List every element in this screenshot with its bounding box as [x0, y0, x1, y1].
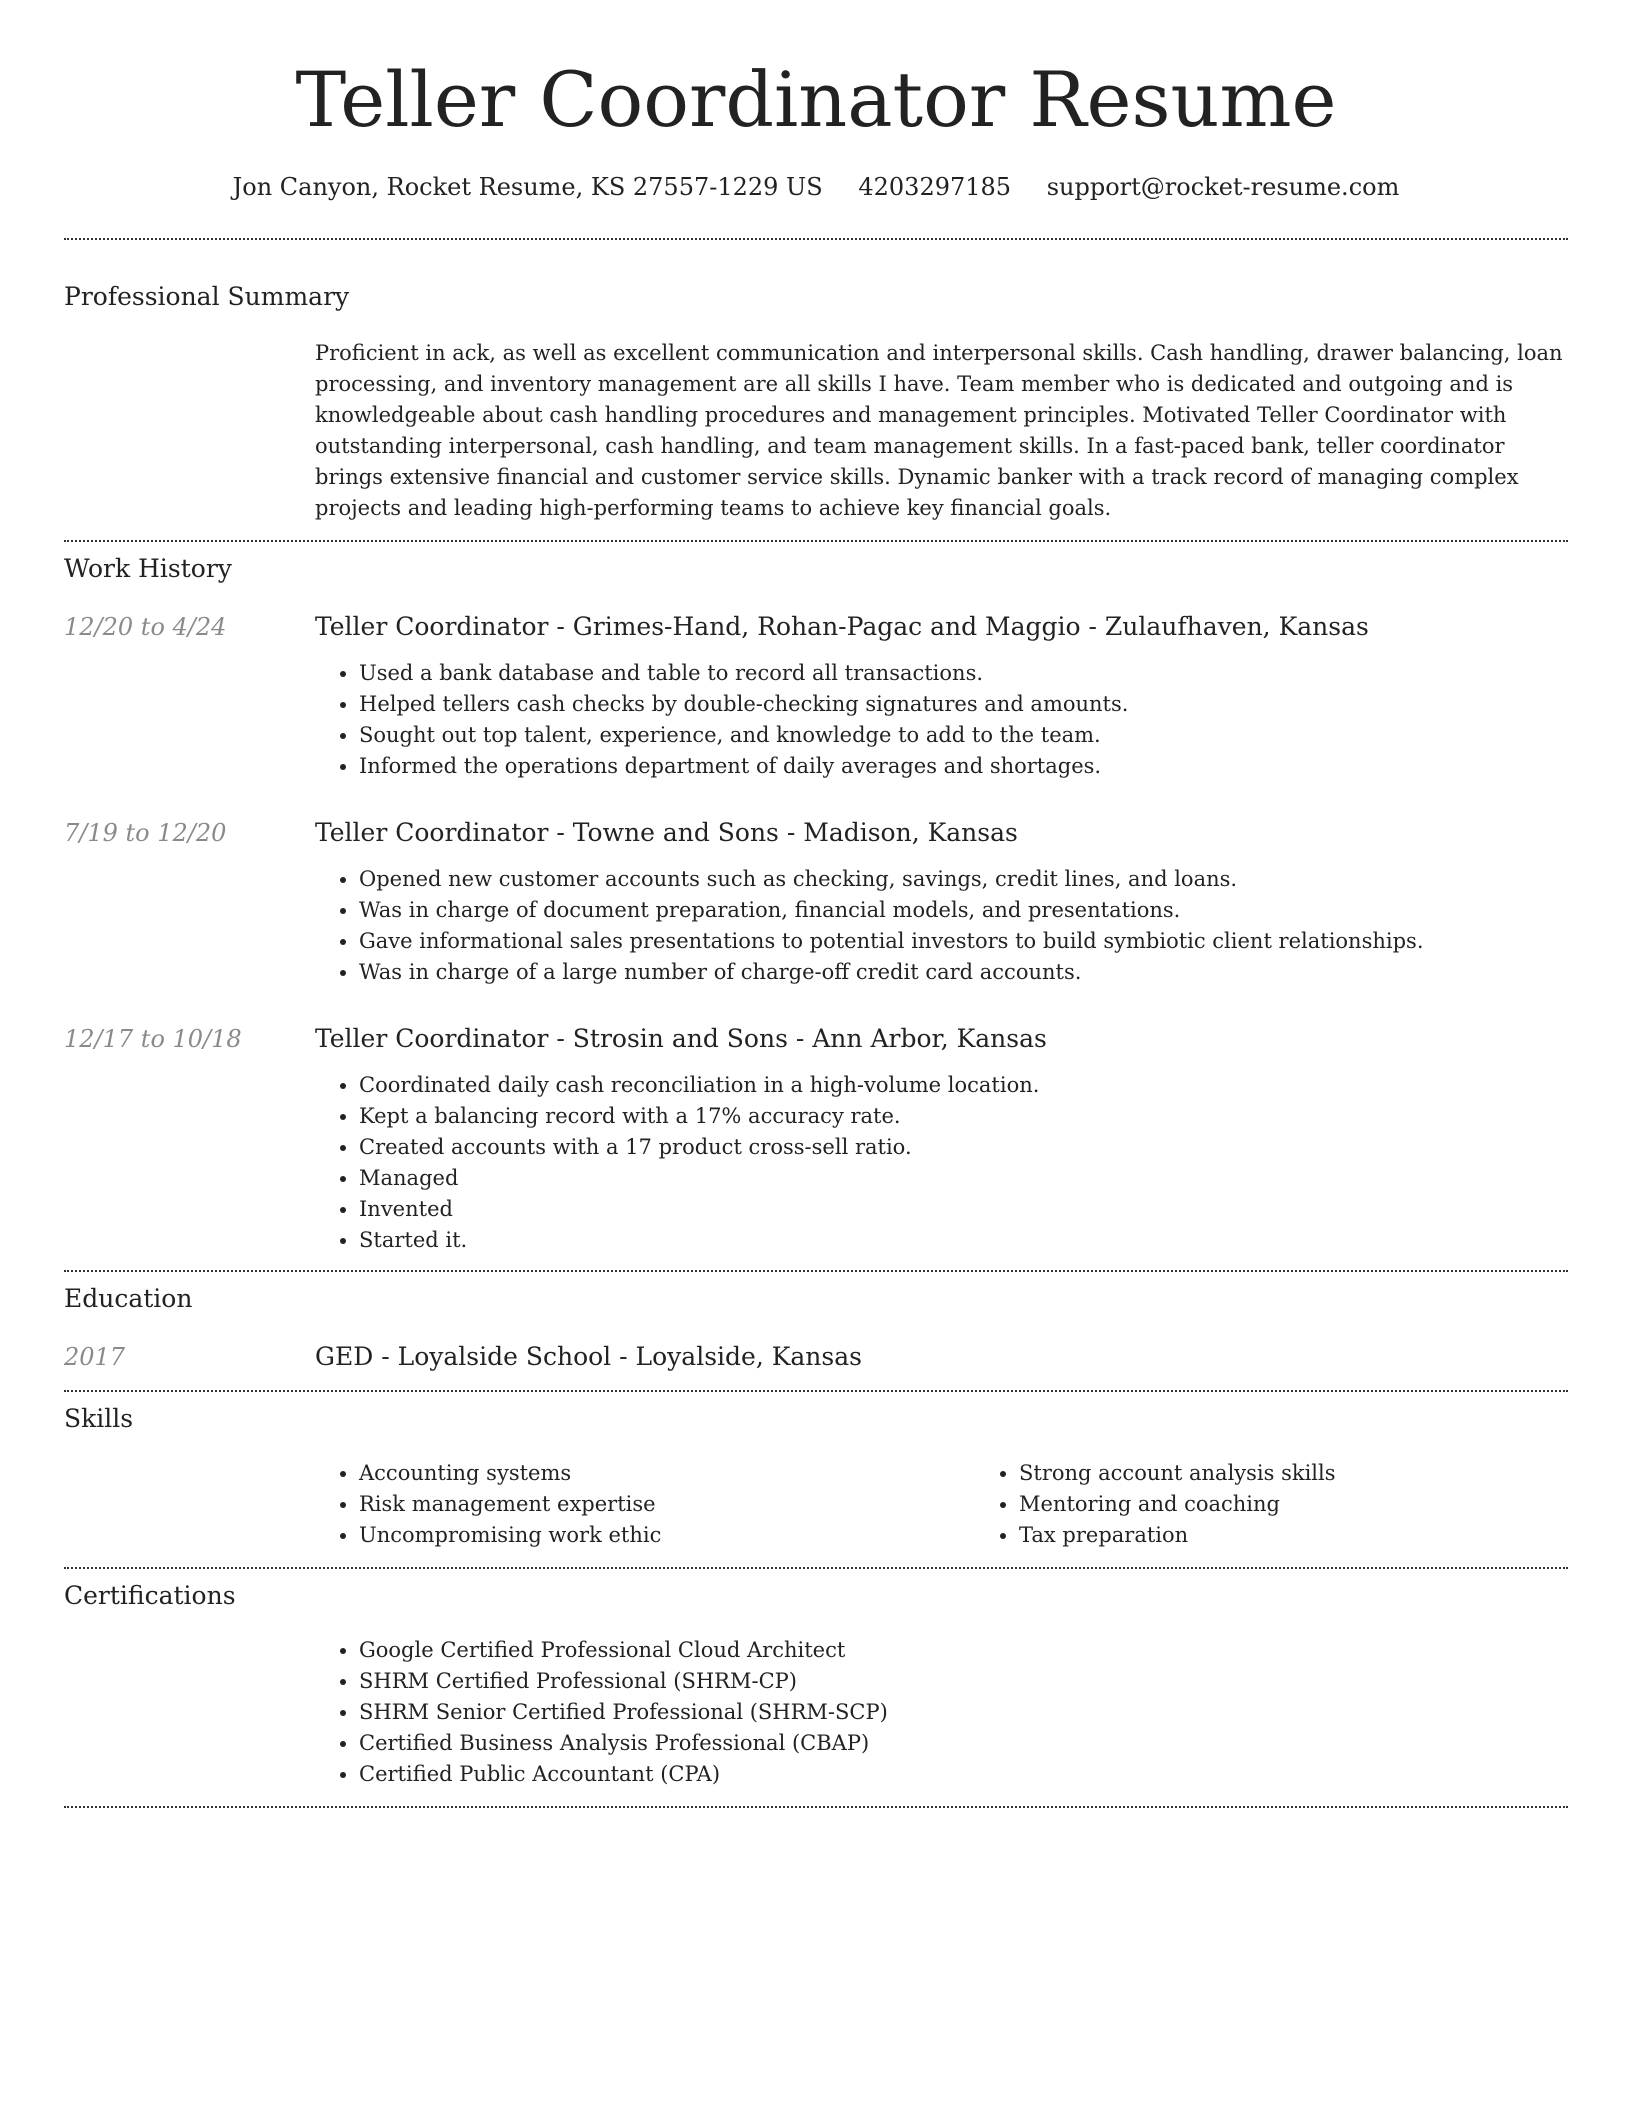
education-title: GED - Loyalside School - Loyalside, Kansas	[315, 1342, 862, 1371]
date-column-spacer	[64, 1458, 315, 1551]
list-item: • Started it.	[359, 1225, 1568, 1256]
job-title: Teller Coordinator - Strosin and Sons - Ann Arbor, Kansas	[315, 1024, 1047, 1053]
skills-grid	[315, 1458, 1632, 1551]
list-item: • SHRM Certified Professional (SHRM-CP)	[359, 1666, 1568, 1697]
skills-list-left	[315, 1458, 975, 1551]
certifications-list	[315, 1635, 1568, 1790]
list-item: • Helped tellers cash checks by double-checking signatures and amounts.	[359, 689, 1568, 720]
list-item: • Coordinated daily cash reconciliation in a high-volume location.	[359, 1070, 1568, 1101]
education-entry	[64, 1340, 1568, 1374]
date-column-spacer	[64, 1635, 315, 1790]
job-title: Teller Coordinator - Towne and Sons - Madison, Kansas	[315, 818, 1018, 847]
contact-address: Jon Canyon, Rocket Resume, KS 27557-1229 US	[232, 173, 823, 201]
education-section	[64, 1272, 1568, 1390]
list-item: • Was in charge of a large number of charge-off credit card accounts.	[359, 957, 1568, 988]
list-item: • Informed the operations department of daily averages and shortages.	[359, 751, 1568, 782]
section-heading-certifications: Certifications	[64, 1581, 236, 1610]
summary-section	[64, 240, 1568, 540]
job-entry	[64, 816, 1568, 988]
list-item: • Created accounts with a 17 product cross-sell ratio.	[359, 1132, 1568, 1163]
contact-line	[64, 170, 1568, 204]
list-item: • Used a bank database and table to record all transactions.	[359, 658, 1568, 689]
job-bullets	[315, 1070, 1568, 1256]
list-item: • Was in charge of document preparation, financial models, and presentations.	[359, 895, 1568, 926]
list-item: • Mentoring and coaching	[1019, 1489, 1632, 1520]
job-title: Teller Coordinator - Grimes-Hand, Rohan-Pagac and Maggio - Zulaufhaven, Kansas	[315, 612, 1369, 641]
list-item: • Tax preparation	[1019, 1520, 1632, 1551]
skills-list-right	[975, 1458, 1632, 1551]
education-year: 2017	[64, 1343, 126, 1371]
list-item: • Google Certified Professional Cloud Architect	[359, 1635, 1568, 1666]
list-item: • Strong account analysis skills	[1019, 1458, 1632, 1489]
list-item: • Uncompromising work ethic	[359, 1520, 975, 1551]
job-dates: 12/20 to 4/24	[64, 613, 227, 641]
list-item: • Invented	[359, 1194, 1568, 1225]
job-dates: 12/17 to 10/18	[64, 1025, 242, 1053]
work-history-section	[64, 542, 1568, 1270]
list-item: • Accounting systems	[359, 1458, 975, 1489]
section-heading-education: Education	[64, 1284, 193, 1313]
list-item: • Risk management expertise	[359, 1489, 975, 1520]
job-entry	[64, 1022, 1568, 1256]
list-item: • Opened new customer accounts such as checking, savings, credit lines, and loans.	[359, 864, 1568, 895]
page-title: Teller Coordinator Resume	[295, 55, 1337, 144]
job-dates: 7/19 to 12/20	[64, 819, 227, 847]
skills-section	[64, 1392, 1568, 1567]
list-item: • Kept a balancing record with a 17% accuracy rate.	[359, 1101, 1568, 1132]
contact-phone: 4203297185	[858, 173, 1012, 201]
date-column-spacer	[64, 338, 315, 524]
section-heading-skills: Skills	[64, 1404, 134, 1433]
contact-email: support@rocket-resume.com	[1046, 173, 1400, 201]
list-item: • Certified Business Analysis Professional (CBAP)	[359, 1728, 1568, 1759]
divider	[64, 1806, 1568, 1808]
list-item: • Sought out top talent, experience, and knowledge to add to the team.	[359, 720, 1568, 751]
job-bullets	[315, 658, 1568, 782]
resume-page	[64, 0, 1568, 1808]
summary-text: Proficient in ack, as well as excellent communication and interpersonal skills. Cash handling, drawer balancing, loan processing, and inventory management are all skills I have. Team member who is dedicated and outgoing and is knowledgeable about cash handling procedures and management principles. Motivated Teller Coordinator with outstanding interpersonal, cash handling, and team management skills. In a fast-paced bank, teller coordinator brings extensive financial and customer service skills. Dynamic banker with a track record of managing complex projects and leading high-performing teams to achieve key financial goals.	[315, 341, 1563, 520]
section-heading-summary: Professional Summary	[64, 282, 350, 311]
job-entry	[64, 610, 1568, 782]
certifications-section	[64, 1569, 1568, 1806]
list-item: • Gave informational sales presentations to potential investors to build symbiotic client relationships.	[359, 926, 1568, 957]
section-heading-work: Work History	[64, 554, 232, 583]
list-item: • Managed	[359, 1163, 1568, 1194]
list-item: • SHRM Senior Certified Professional (SHRM-SCP)	[359, 1697, 1568, 1728]
job-bullets	[315, 864, 1568, 988]
list-item: • Certified Public Accountant (CPA)	[359, 1759, 1568, 1790]
